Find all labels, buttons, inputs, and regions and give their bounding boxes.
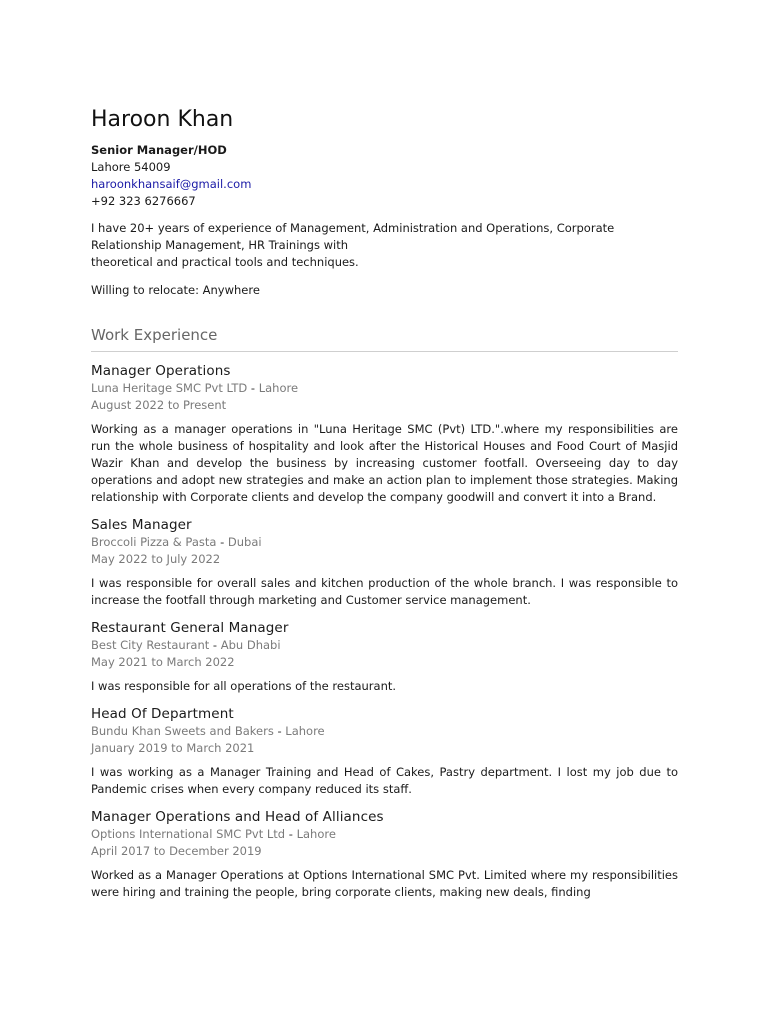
job-separator: -: [216, 535, 228, 549]
job-separator: -: [209, 638, 221, 652]
email-link[interactable]: haroonkhansaif@gmail.com: [91, 177, 252, 191]
job-title: Manager Operations: [91, 363, 231, 379]
job-company: Bundu Khan Sweets and Bakers: [91, 724, 274, 738]
job-location: Abu Dhabi: [220, 638, 281, 652]
job-company-line: [91, 380, 678, 397]
summary-line-2: theoretical and practical tools and techniques.: [91, 255, 359, 269]
job-company-line: [91, 826, 678, 843]
job-company-line: [91, 534, 678, 551]
job-location: Lahore: [285, 724, 325, 738]
resume-page: [91, 106, 678, 901]
job-company-line: [91, 637, 678, 654]
candidate-location: Lahore 54009: [91, 160, 171, 174]
job-dates: May 2021 to March 2022: [91, 655, 235, 669]
candidate-name: Haroon Khan: [91, 107, 234, 132]
job-description: I was responsible for overall sales and kitchen production of the whole branch. I was responsible to increase the footfall through marketing and Customer service management.: [91, 576, 678, 607]
summary: [91, 220, 678, 271]
job-company-line: [91, 723, 678, 740]
job-description: Worked as a Manager Operations at Options International SMC Pvt. Limited where my responsibilities were hiring and training the people, bring corporate clients, making new deals, finding: [91, 868, 678, 899]
email-line: [91, 176, 678, 193]
job-description: I was responsible for all operations of the restaurant.: [91, 679, 397, 693]
job-company: Luna Heritage SMC Pvt LTD: [91, 381, 248, 395]
job-dates: May 2022 to July 2022: [91, 552, 221, 566]
job-title: Manager Operations and Head of Alliances: [91, 809, 384, 825]
summary-line-1: I have 20+ years of experience of Management, Administration and Operations, Corporate Relationship Management, HR Trainings with: [91, 221, 615, 252]
job-company: Broccoli Pizza & Pasta: [91, 535, 217, 549]
job-separator: -: [285, 827, 297, 841]
job-location: Lahore: [258, 381, 299, 395]
candidate-phone: +92 323 6276667: [91, 194, 196, 208]
job-title: Restaurant General Manager: [91, 620, 289, 636]
candidate-headline: Senior Manager/HOD: [91, 143, 227, 157]
job-title: Sales Manager: [91, 517, 192, 533]
job-dates: August 2022 to Present: [91, 398, 227, 412]
job-location: Lahore: [296, 827, 336, 841]
job-entry: [91, 516, 678, 609]
job-location: Dubai: [227, 535, 262, 549]
job-title: Head Of Department: [91, 706, 234, 722]
work-experience-heading: Work Experience: [91, 325, 678, 352]
job-separator: -: [273, 724, 286, 738]
job-separator: -: [247, 381, 259, 395]
job-entry: [91, 705, 678, 798]
job-entry: [91, 362, 678, 506]
job-dates: January 2019 to March 2021: [91, 741, 255, 755]
job-description: I was working as a Manager Training and Head of Cakes, Pastry department. I lost my job due to Pandemic crises when every company reduced its staff.: [91, 765, 678, 796]
job-description: Working as a manager operations in "Luna Heritage SMC (Pvt) LTD.".where my responsibilities are run the whole business of hospitality and look after the Historical Houses and Food Court of Masjid Wazir Khan and develop the business by increasing customer footfall. Overseeing day to day operations and adopt new strategies and make an action plan to implement those strategies. Making relationship with Corporate clients and develop the company goodwill and convert it into a Brand.: [91, 422, 678, 504]
job-company: Options International SMC Pvt Ltd: [91, 827, 286, 841]
job-company: Best City Restaurant: [91, 638, 210, 652]
job-entry: [91, 808, 678, 901]
job-dates: April 2017 to December 2019: [91, 844, 262, 858]
job-entry: [91, 619, 678, 695]
relocation-preference: Willing to relocate: Anywhere: [91, 283, 260, 297]
